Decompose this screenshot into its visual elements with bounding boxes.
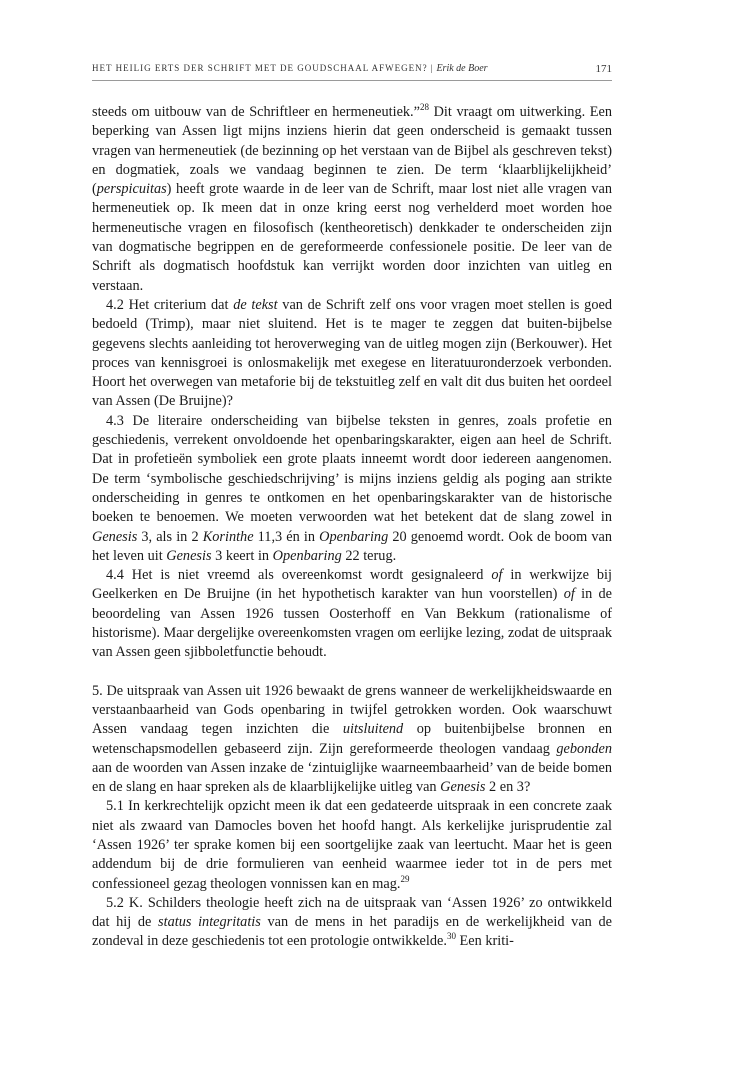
italic-term: Korinthe (202, 528, 254, 545)
italic-term: Genesis (440, 779, 486, 796)
running-head-author: Erik de Boer (436, 63, 488, 74)
text-run: 11,3 én in (253, 528, 320, 545)
footnote-ref: 28 (419, 102, 429, 113)
italic-term: uitsluitend (342, 721, 404, 738)
paragraph-5 (92, 682, 612, 798)
paragraph-5-2 (92, 894, 612, 952)
text-run: op buitenbijbelse bronnen en wetenschapsmodellen gebaseerd zijn. Zijn gereformeerde theologen vandaag (92, 721, 613, 757)
text-run: 5. De uitspraak van Assen uit 1926 bewaakt de grens wanneer de werkelijkheidswaarde en verstaanbaarheid van Gods openbaring in twijfel getrokken worden. Ook waarschuwt Assen vandaag tegen inzichten die (92, 682, 612, 738)
text-run: in de beoordeling van Assen 1926 tussen Oosterhoff en Van Bekkum (rationalisme of historisme). Maar dergelijke overeenkomsten vragen om eerlijke lezing, zodat de uitspraak van Assen geen sjibboletfunctie behoudt. (92, 586, 612, 661)
text-run: 5.2 K. Schilders theologie heeft zich na de uitspraak van ‘Assen 1926’ zo ontwikkeld dat hij de (92, 894, 612, 931)
text-run: 3, als in 2 (137, 528, 203, 545)
text-run: in werkwijze bij Geelkerken en De Bruijne (in het hypothetisch karakter van hun voorstellen) (92, 567, 612, 603)
italic-term: gebonden (556, 740, 612, 757)
italic-term: Openbaring (319, 528, 389, 545)
running-head-separator: | (430, 63, 434, 73)
text-run: 20 genoemd wordt. Ook de boom van het leven uit (92, 528, 612, 564)
text-run: Dit vraagt om uitwerking. Een beperking van Assen ligt mijns inziens hierin dat geen onderscheid is gemaakt tussen vragen van hermeneutiek (de bezinning op het verstaan van de Bijbel als geschreven tekst) en dogmatiek, zoals we vandaag beginnen te zien. De term ‘klaarblijkelijkheid’ ( (92, 104, 613, 198)
text-run: van de mens in het paradijs en de werkelijkheid van de zondeval in deze geschiedenis tot een protologie ontwikkelde. (92, 914, 612, 950)
text-run: 3 keert in (211, 547, 273, 564)
body-text (92, 103, 612, 952)
italic-term: perspicuitas (96, 181, 167, 198)
running-head-title: HET HEILIG ERTS DER SCHRIFT MET DE GOUDSCHAAL AFWEGEN? (92, 63, 428, 73)
text-run: Een kriti- (455, 933, 514, 950)
italic-term: de tekst (233, 296, 278, 313)
italic-term: Genesis (92, 528, 138, 545)
italic-term: Openbaring (272, 547, 342, 564)
text-run: 4.2 Het criterium dat (106, 296, 234, 313)
text-run: 4.4 Het is niet vreemd als overeenkomst wordt gesignaleerd (106, 567, 492, 584)
page-number: 171 (595, 63, 612, 75)
text-run: 2 en 3? (485, 779, 531, 796)
text-run: steeds om uitbouw van de Schriftleer en hermeneutiek.” (92, 104, 420, 120)
paragraph-5-1 (92, 797, 612, 893)
paragraph-4-4 (92, 566, 612, 662)
paragraph-4-3 (92, 412, 612, 566)
footnote-ref: 30 (446, 931, 456, 942)
text-run: ) heeft grote waarde in de leer van de Schrift, maar lost niet alle vragen van hermeneutiek op. Ik meen dat in onze kring eerst nog verhelderd moet worden hoe hermeneutische vragen en filosofisch (kentheoretisch) denkkader te onderscheiden zijn van dogmatische begrippen en de gereformeerde confessionele positie. De leer van de Schrift als dogmatisch hoofdstuk kan verrijkt worden door inzichten van uitleg en verstaan. (92, 181, 612, 294)
text-run: 22 terug. (341, 547, 397, 564)
text-run: 5.1 In kerkrechtelijk opzicht meen ik dat een gedateerde uitspraak in een concrete zaak niet als zwaard van Damocles boven het hoofd hangt. Als kerkelijke jurisprudentie zal ‘Assen 1926’ ter sprake komen bij een soortgelijke zaak van leertucht. Maar het is geen addendum bij de drie formulieren van eenheid waarmee ieder tot in de pers met confessioneel gezag theologen vonnissen kan en mag. (92, 798, 612, 892)
footnote-ref: 29 (400, 873, 410, 884)
paragraph (92, 103, 612, 296)
header-rule (92, 80, 612, 81)
paragraph-4-2 (92, 296, 612, 412)
text-run: 4.3 De literaire onderscheiding van bijbelse teksten in genres, zoals profetie en geschiedenis, verrekent onvoldoende het openbaringskarakter, eigen aan heel de Schrift. Dat in profetieën symboliek een grote plaats inneemt wordt door iedereen aangenomen. De term ‘symbolische geschiedschrijving’ is mijns inziens geldig als poging aan strikte onderscheiding in genres te ontkomen en het openbaringskarakter van de historische boeken te benoemen. We moeten verwoorden wat het betekent dat de slang zowel in (92, 412, 612, 526)
running-head (92, 63, 612, 79)
italic-term: of (491, 567, 503, 584)
italic-term: Genesis (166, 547, 212, 564)
text-run: aan de woorden van Assen inzake de ‘zintuiglijke waarneembaarheid’ van de beide bomen en de slang en haar spreken als de klaarblijkelijke uitleg van (92, 759, 612, 796)
text-run: van de Schrift zelf ons voor vragen moet stellen is goed bedoeld (Trimp), maar niet sluitend. Het is te mager te zeggen dat buiten-bijbelse gegevens slechts aanleiding tot heroverweging van de uitleg mogen zijn (Berkouwer). Het proces van kennisgroei is onlosmakelijk met exegese en literatuuronderzoek verbonden. Hoort het overwegen van metaforie bij de tekstuitleg zelf en valt dit dus buiten het oordeel van Assen (De Bruijne)? (92, 296, 612, 410)
italic-term: of (563, 586, 575, 603)
italic-term: status integritatis (158, 914, 261, 931)
